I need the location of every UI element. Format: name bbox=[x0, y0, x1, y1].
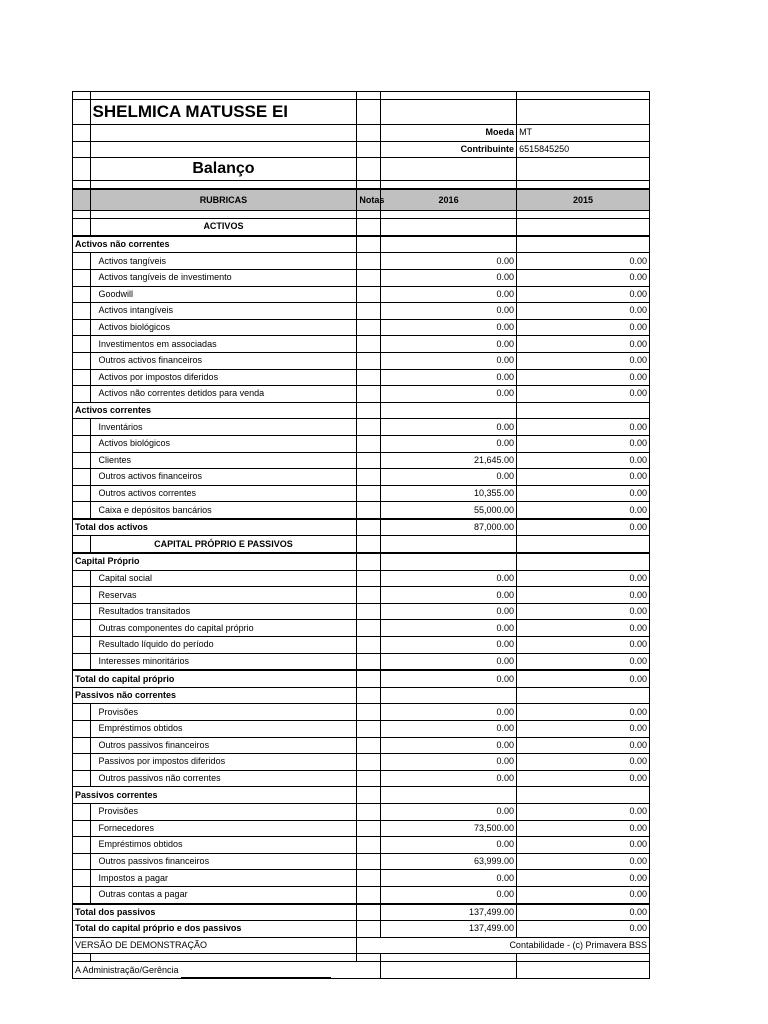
spacer-row bbox=[73, 211, 650, 219]
total-equity-liabilities-row-value-2015: 0.00 bbox=[517, 921, 650, 938]
demo-version-text: VERSÃO DE DEMONSTRAÇÃO bbox=[73, 937, 357, 954]
non-current-assets-row-value-2015: 0.00 bbox=[517, 269, 650, 286]
equity-row-value-2015: 0.00 bbox=[517, 637, 650, 654]
non-current-assets-row bbox=[73, 269, 650, 286]
current-assets-row-value-2016: 0.00 bbox=[381, 469, 517, 486]
non-current-assets-row-value-2016: 0.00 bbox=[381, 253, 517, 270]
current-assets-row-label: Inventários bbox=[90, 419, 357, 436]
header-notas: Notas bbox=[357, 189, 381, 211]
current-assets-row-value-2016: 0.00 bbox=[381, 435, 517, 452]
equity-row bbox=[73, 570, 650, 587]
total-assets-row-value-2015: 0.00 bbox=[517, 519, 650, 536]
total-equity-row-value-2015: 0.00 bbox=[517, 670, 650, 687]
current-liabilities-row-label: Provisões bbox=[90, 803, 357, 820]
non-current-liabilities-row bbox=[73, 704, 650, 721]
equity-row-label: Interesses minoritários bbox=[90, 653, 357, 670]
non-current-liabilities-row-value-2015: 0.00 bbox=[517, 721, 650, 738]
current-assets-row bbox=[73, 435, 650, 452]
footer-row bbox=[73, 937, 650, 954]
current-liabilities-row-label: Outros passivos financeiros bbox=[90, 853, 357, 870]
non-current-assets-row-value-2016: 0.00 bbox=[381, 319, 517, 336]
non-current-liabilities-row-value-2016: 0.00 bbox=[381, 704, 517, 721]
balance-sheet-table bbox=[72, 91, 650, 979]
non-current-liabilities-row-value-2016: 0.00 bbox=[381, 737, 517, 754]
current-assets-row-value-2016: 55,000.00 bbox=[381, 502, 517, 519]
non-current-assets-row bbox=[73, 303, 650, 320]
current-liabilities-row-value-2016: 0.00 bbox=[381, 870, 517, 887]
current-liabilities-title-row bbox=[73, 787, 650, 804]
currency-value: MT bbox=[517, 125, 650, 142]
current-liabilities-row bbox=[73, 853, 650, 870]
current-assets-row bbox=[73, 485, 650, 502]
equity-row-value-2015: 0.00 bbox=[517, 570, 650, 587]
non-current-assets-row bbox=[73, 286, 650, 303]
current-assets-row-label: Activos biológicos bbox=[90, 435, 357, 452]
equity-row-label: Capital social bbox=[90, 570, 357, 587]
current-liabilities-row-label: Impostos a pagar bbox=[90, 870, 357, 887]
total-equity-row-value-2016: 0.00 bbox=[381, 670, 517, 687]
total-equity-liabilities-row-value-2016: 137,499.00 bbox=[381, 921, 517, 938]
total-liabilities-row-label: Total dos passivos bbox=[73, 904, 357, 921]
non-current-assets-row-value-2016: 0.00 bbox=[381, 269, 517, 286]
non-current-assets-title: Activos não correntes bbox=[73, 236, 357, 253]
non-current-assets-row-value-2015: 0.00 bbox=[517, 303, 650, 320]
equity-row-label: Resultados transitados bbox=[90, 603, 357, 620]
current-liabilities-row-value-2015: 0.00 bbox=[517, 803, 650, 820]
balance-sheet-body bbox=[73, 92, 650, 979]
spacer-row bbox=[73, 92, 650, 100]
equity-title-row bbox=[73, 553, 650, 570]
equity-row-label: Resultado líquido do período bbox=[90, 637, 357, 654]
non-current-assets-row-value-2015: 0.00 bbox=[517, 386, 650, 403]
non-current-assets-row-value-2015: 0.00 bbox=[517, 352, 650, 369]
signature-label: A Administração/Gerência bbox=[75, 964, 179, 975]
non-current-assets-row bbox=[73, 352, 650, 369]
current-liabilities-row-value-2015: 0.00 bbox=[517, 853, 650, 870]
current-liabilities-row bbox=[73, 870, 650, 887]
non-current-liabilities-row bbox=[73, 721, 650, 738]
taxpayer-value: 6515845250 bbox=[517, 141, 650, 158]
non-current-assets-row-value-2016: 0.00 bbox=[381, 336, 517, 353]
header-year-2016: 2016 bbox=[381, 189, 517, 211]
equity-row bbox=[73, 620, 650, 637]
total-equity-row-label: Total do capital próprio bbox=[73, 670, 357, 687]
non-current-assets-row-label: Activos não correntes detidos para venda bbox=[90, 386, 357, 403]
current-assets-row-value-2015: 0.00 bbox=[517, 452, 650, 469]
non-current-liabilities-row bbox=[73, 770, 650, 787]
non-current-liabilities-row bbox=[73, 737, 650, 754]
header-rubricas: RUBRICAS bbox=[90, 189, 357, 211]
equity-row-value-2015: 0.00 bbox=[517, 653, 650, 670]
non-current-liabilities-row-value-2015: 0.00 bbox=[517, 737, 650, 754]
non-current-assets-row-value-2015: 0.00 bbox=[517, 369, 650, 386]
current-liabilities-row-value-2016: 0.00 bbox=[381, 803, 517, 820]
column-header-row bbox=[73, 189, 650, 211]
equity-row bbox=[73, 587, 650, 604]
non-current-liabilities-row-label: Passivos por impostos diferidos bbox=[90, 754, 357, 771]
non-current-assets-row-value-2016: 0.00 bbox=[381, 352, 517, 369]
equity-row bbox=[73, 653, 650, 670]
non-current-assets-row-value-2015: 0.00 bbox=[517, 286, 650, 303]
current-assets-row bbox=[73, 502, 650, 519]
section-assets-title: ACTIVOS bbox=[90, 219, 357, 236]
current-liabilities-row-label: Empréstimos obtidos bbox=[90, 837, 357, 854]
current-assets-row-value-2015: 0.00 bbox=[517, 419, 650, 436]
equity-row-value-2016: 0.00 bbox=[381, 637, 517, 654]
non-current-assets-row-label: Outros activos financeiros bbox=[90, 352, 357, 369]
current-liabilities-row-value-2015: 0.00 bbox=[517, 820, 650, 837]
non-current-assets-row-label: Activos por impostos diferidos bbox=[90, 369, 357, 386]
current-liabilities-row-value-2015: 0.00 bbox=[517, 870, 650, 887]
non-current-assets-row-label: Activos intangíveis bbox=[90, 303, 357, 320]
section-assets-row bbox=[73, 219, 650, 236]
current-assets-row-label: Caixa e depósitos bancários bbox=[90, 502, 357, 519]
current-liabilities-row-value-2016: 63,999.00 bbox=[381, 853, 517, 870]
taxpayer-label: Contribuinte bbox=[381, 141, 517, 158]
non-current-liabilities-row bbox=[73, 754, 650, 771]
signature-cell bbox=[73, 962, 381, 979]
current-liabilities-row-value-2016: 0.00 bbox=[381, 886, 517, 903]
current-assets-row-value-2016: 21,645.00 bbox=[381, 452, 517, 469]
non-current-assets-row bbox=[73, 369, 650, 386]
current-liabilities-row-value-2016: 0.00 bbox=[381, 837, 517, 854]
current-liabilities-row bbox=[73, 803, 650, 820]
non-current-assets-row bbox=[73, 336, 650, 353]
total-equity-liabilities-row bbox=[73, 921, 650, 938]
current-liabilities-row-value-2015: 0.00 bbox=[517, 837, 650, 854]
spacer-row bbox=[73, 181, 650, 190]
current-assets-row-value-2015: 0.00 bbox=[517, 485, 650, 502]
non-current-assets-row-value-2016: 0.00 bbox=[381, 303, 517, 320]
non-current-liabilities-row-label: Outros passivos financeiros bbox=[90, 737, 357, 754]
non-current-liabilities-row-value-2016: 0.00 bbox=[381, 754, 517, 771]
spacer-row bbox=[73, 954, 650, 962]
total-liabilities-row-value-2016: 137,499.00 bbox=[381, 904, 517, 921]
equity-row bbox=[73, 603, 650, 620]
currency-label: Moeda bbox=[381, 125, 517, 142]
section-equity-liabilities-row bbox=[73, 536, 650, 553]
current-liabilities-row bbox=[73, 886, 650, 903]
current-assets-row bbox=[73, 469, 650, 486]
current-assets-row bbox=[73, 419, 650, 436]
non-current-assets-row-value-2015: 0.00 bbox=[517, 319, 650, 336]
non-current-assets-row-value-2015: 0.00 bbox=[517, 336, 650, 353]
current-assets-row-value-2015: 0.00 bbox=[517, 435, 650, 452]
current-liabilities-row-label: Fornecedores bbox=[90, 820, 357, 837]
non-current-assets-row-label: Activos tangíveis de investimento bbox=[90, 269, 357, 286]
total-liabilities-row bbox=[73, 904, 650, 921]
total-liabilities-row-value-2015: 0.00 bbox=[517, 904, 650, 921]
non-current-assets-row-value-2016: 0.00 bbox=[381, 286, 517, 303]
non-current-liabilities-row-value-2015: 0.00 bbox=[517, 704, 650, 721]
non-current-assets-row-value-2015: 0.00 bbox=[517, 253, 650, 270]
equity-row-label: Reservas bbox=[90, 587, 357, 604]
current-assets-row-label: Outros activos correntes bbox=[90, 485, 357, 502]
header-year-2015: 2015 bbox=[517, 189, 650, 211]
current-assets-row-value-2015: 0.00 bbox=[517, 502, 650, 519]
non-current-assets-row-label: Goodwill bbox=[90, 286, 357, 303]
equity-row-value-2016: 0.00 bbox=[381, 587, 517, 604]
non-current-liabilities-title: Passivos não correntes bbox=[73, 687, 357, 704]
total-assets-row bbox=[73, 519, 650, 536]
current-liabilities-title: Passivos correntes bbox=[73, 787, 357, 804]
signature-line bbox=[181, 968, 331, 978]
non-current-assets-row-label: Investimentos em associadas bbox=[90, 336, 357, 353]
current-liabilities-row-value-2015: 0.00 bbox=[517, 886, 650, 903]
current-assets-title: Activos correntes bbox=[73, 402, 357, 419]
current-assets-row-value-2016: 0.00 bbox=[381, 419, 517, 436]
non-current-liabilities-row-value-2015: 0.00 bbox=[517, 770, 650, 787]
current-assets-title-row bbox=[73, 402, 650, 419]
current-assets-row bbox=[73, 452, 650, 469]
current-assets-row-value-2016: 10,355.00 bbox=[381, 485, 517, 502]
equity-row bbox=[73, 637, 650, 654]
equity-row-label: Outras componentes do capital próprio bbox=[90, 620, 357, 637]
equity-row-value-2015: 0.00 bbox=[517, 587, 650, 604]
non-current-liabilities-row-label: Empréstimos obtidos bbox=[90, 721, 357, 738]
non-current-liabilities-row-value-2015: 0.00 bbox=[517, 754, 650, 771]
non-current-liabilities-row-label: Outros passivos não correntes bbox=[90, 770, 357, 787]
equity-row-value-2015: 0.00 bbox=[517, 603, 650, 620]
document-title: Balanço bbox=[90, 158, 357, 181]
total-equity-row bbox=[73, 670, 650, 687]
non-current-assets-row bbox=[73, 253, 650, 270]
non-current-assets-row bbox=[73, 319, 650, 336]
current-liabilities-row bbox=[73, 837, 650, 854]
signature-row bbox=[73, 962, 650, 979]
taxpayer-row bbox=[73, 141, 650, 158]
current-liabilities-row bbox=[73, 820, 650, 837]
non-current-liabilities-row-value-2016: 0.00 bbox=[381, 721, 517, 738]
title-row bbox=[73, 158, 650, 181]
non-current-liabilities-row-value-2016: 0.00 bbox=[381, 770, 517, 787]
section-equity-liabilities-title: CAPITAL PRÓPRIO E PASSIVOS bbox=[90, 536, 357, 553]
non-current-assets-row-label: Activos tangíveis bbox=[90, 253, 357, 270]
total-assets-row-value-2016: 87,000.00 bbox=[381, 519, 517, 536]
current-assets-row-label: Clientes bbox=[90, 452, 357, 469]
equity-row-value-2016: 0.00 bbox=[381, 570, 517, 587]
company-name: SHELMICA MATUSSE EI bbox=[90, 100, 357, 125]
non-current-liabilities-row-label: Provisões bbox=[90, 704, 357, 721]
equity-title: Capital Próprio bbox=[73, 553, 357, 570]
non-current-assets-row bbox=[73, 386, 650, 403]
non-current-assets-row-value-2016: 0.00 bbox=[381, 386, 517, 403]
non-current-assets-row-value-2016: 0.00 bbox=[381, 369, 517, 386]
current-assets-row-value-2015: 0.00 bbox=[517, 469, 650, 486]
non-current-assets-row-label: Activos biológicos bbox=[90, 319, 357, 336]
company-row bbox=[73, 100, 650, 125]
non-current-liabilities-title-row bbox=[73, 687, 650, 704]
current-liabilities-row-value-2016: 73,500.00 bbox=[381, 820, 517, 837]
current-assets-row-label: Outros activos financeiros bbox=[90, 469, 357, 486]
equity-row-value-2016: 0.00 bbox=[381, 653, 517, 670]
current-liabilities-row-label: Outras contas a pagar bbox=[90, 886, 357, 903]
equity-row-value-2016: 0.00 bbox=[381, 620, 517, 637]
equity-row-value-2016: 0.00 bbox=[381, 603, 517, 620]
equity-row-value-2015: 0.00 bbox=[517, 620, 650, 637]
currency-row bbox=[73, 125, 650, 142]
credit-text: Contabilidade - (c) Primavera BSS bbox=[357, 937, 650, 954]
total-assets-row-label: Total dos activos bbox=[73, 519, 357, 536]
total-equity-liabilities-row-label: Total do capital próprio e dos passivos bbox=[73, 921, 357, 938]
non-current-assets-title-row bbox=[73, 236, 650, 253]
